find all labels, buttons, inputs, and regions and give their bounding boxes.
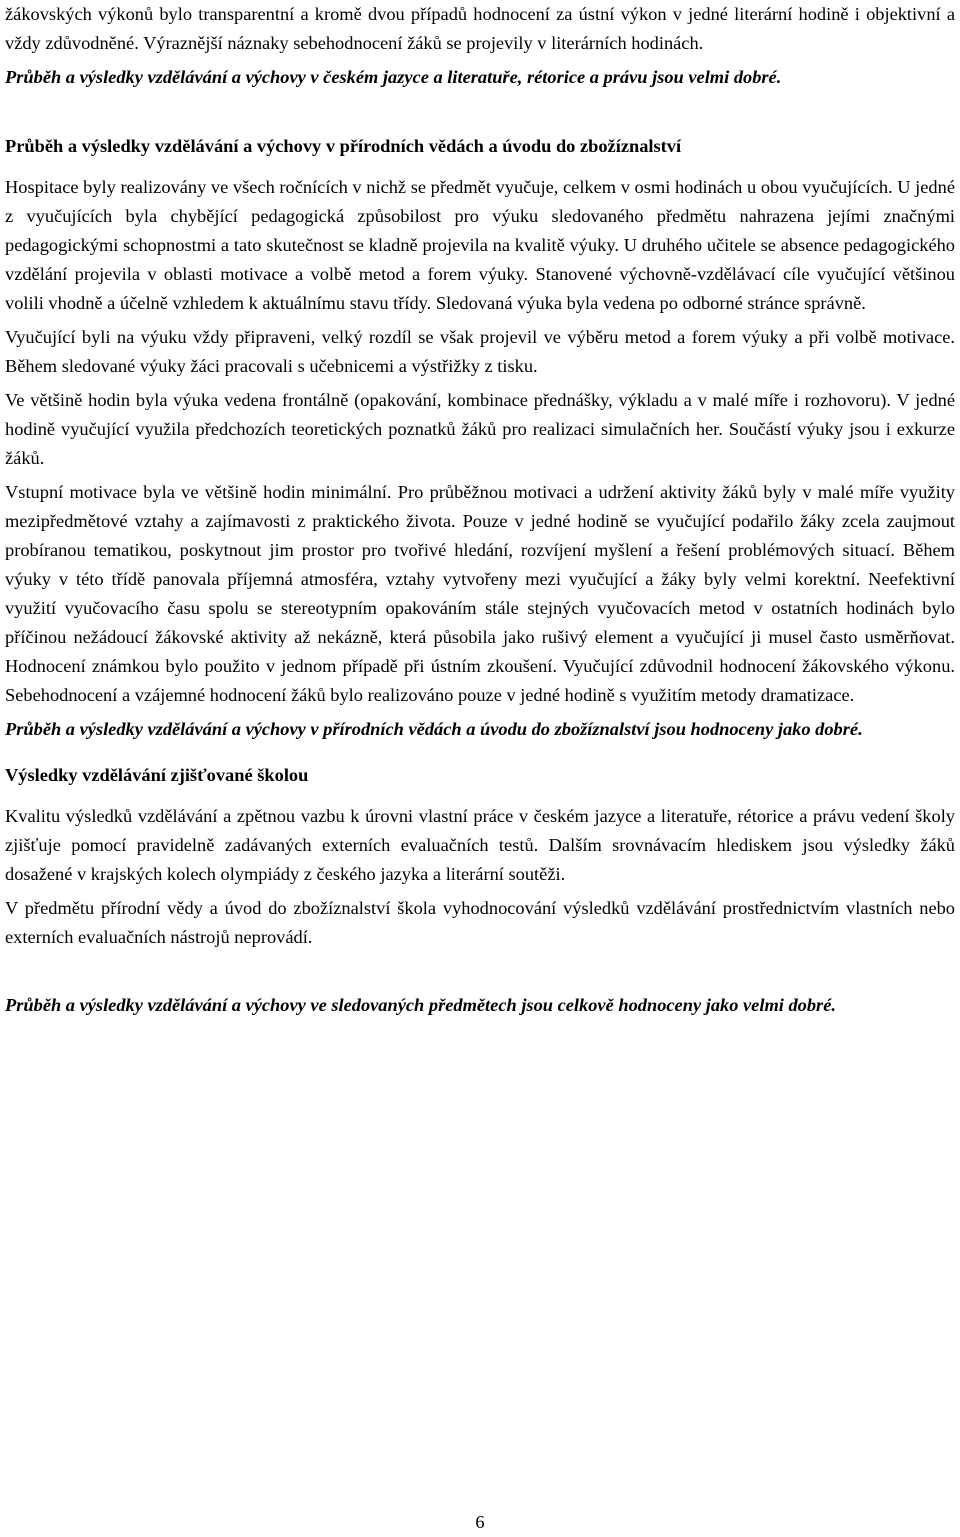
evaluation-conclusion: Průběh a výsledky vzdělávání a výchovy v českém jazyce a literatuře, rétorice a právu jsou velmi dobré. bbox=[5, 67, 782, 87]
paragraph: Vstupní motivace byla ve většině hodin minimální. Pro průběžnou motivaci a udržení aktivity žáků byly v malé míře využity mezipředmětové vztahy a zajímavosti z praktického života. Pouze v jedné hodině se vyučující podařilo žáky zcela zaujmout probíranou tematikou, poskytnout jim prostor pro tvořivé hledání, rozvíjení myšlení a řešení problémových situací. Během výuky v této třídě panovala příjemná atmosféra, vztahy vytvořeny mezi vyučující a žáky byly velmi korektní. Neefektivní využití vyučovacího času spolu se stereotypním opakováním stále stejných vyučovacích metod v ostatních hodinách bylo příčinou nežádoucí žákovské aktivity až nekázně, která působila jako rušivý element a vyučující ji musel často usměrňovat. Hodnocení známkou bylo použito v jednom případě při ústním zkoušení. Vyučující zdůvodnil hodnocení žákovského výkonu. Sebehodnocení a vzájemné hodnocení žáků bylo realizováno pouze v jedné hodině s využitím metody dramatizace. bbox=[5, 482, 955, 705]
paragraph: žákovských výkonů bylo transparentní a kromě dvou případů hodnocení za ústní výkon v jedné literární hodině i objektivní a vždy zdůvodněné. Výraznější náznaky sebehodnocení žáků se projevily v literárních hodinách. bbox=[5, 4, 955, 53]
evaluation-conclusion: Průběh a výsledky vzdělávání a výchovy ve sledovaných předmětech jsou celkově hodnoceny jako velmi dobré. bbox=[5, 995, 836, 1015]
paragraph: V předmětu přírodní vědy a úvod do zbožíznalství škola vyhodnocování výsledků vzdělávání prostřednictvím vlastních nebo externích evaluačních nástrojů neprovádí. bbox=[5, 898, 955, 947]
paragraph: Kvalitu výsledků vzdělávání a zpětnou vazbu k úrovni vlastní práce v českém jazyce a literatuře, rétorice a právu vedení školy zjišťuje pomocí pravidelně zadávaných externích evaluačních testů. Dalším srovnávacím hlediskem jsou výsledky žáků dosažené v krajských kolech olympiády z českého jazyka a literární soutěži. bbox=[5, 806, 955, 884]
paragraph: Ve většině hodin byla výuka vedena frontálně (opakování, kombinace přednášky, výkladu a v malé míře i rozhovoru). V jedné hodině vyučující využila předchozích teoretických poznatků žáků pro realizaci simulačních her. Součástí výuky jsou i exkurze žáků. bbox=[5, 390, 955, 468]
document-page bbox=[5, 0, 955, 1020]
section-heading: Výsledky vzdělávání zjišťované školou bbox=[5, 765, 309, 785]
section-heading: Průběh a výsledky vzdělávání a výchovy v přírodních vědách a úvodu do zbožíznalství bbox=[5, 136, 682, 156]
evaluation-conclusion: Průběh a výsledky vzdělávání a výchovy v přírodních vědách a úvodu do zbožíznalství jsou hodnoceny jako dobré. bbox=[5, 719, 863, 739]
paragraph: Hospitace byly realizovány ve všech ročnících v nichž se předmět vyučuje, celkem v osmi hodinách u obou vyučujících. U jedné z vyučujících byla chybějící pedagogická způsobilost pro výuku sledovaného předmětu nahrazena jejími značnými pedagogickými schopnostmi a tato skutečnost se kladně projevila na kvalitě výuky. U druhého učitele se absence pedagogického vzdělání projevila v oblasti motivace a volbě metod a forem výuky. Stanovené výchovně-vzdělávací cíle vyučující většinou volili vhodně a účelně vzhledem k aktuálnímu stavu třídy. Sledovaná výuka byla vedena po odborné stránce správně. bbox=[5, 177, 955, 313]
paragraph: Vyučující byli na výuku vždy připraveni, velký rozdíl se však projevil ve výběru metod a forem výuky a při volbě motivace. Během sledované výuky žáci pracovali s učebnicemi a výstřižky z tisku. bbox=[5, 327, 955, 376]
page-number: 6 bbox=[475, 1512, 485, 1532]
